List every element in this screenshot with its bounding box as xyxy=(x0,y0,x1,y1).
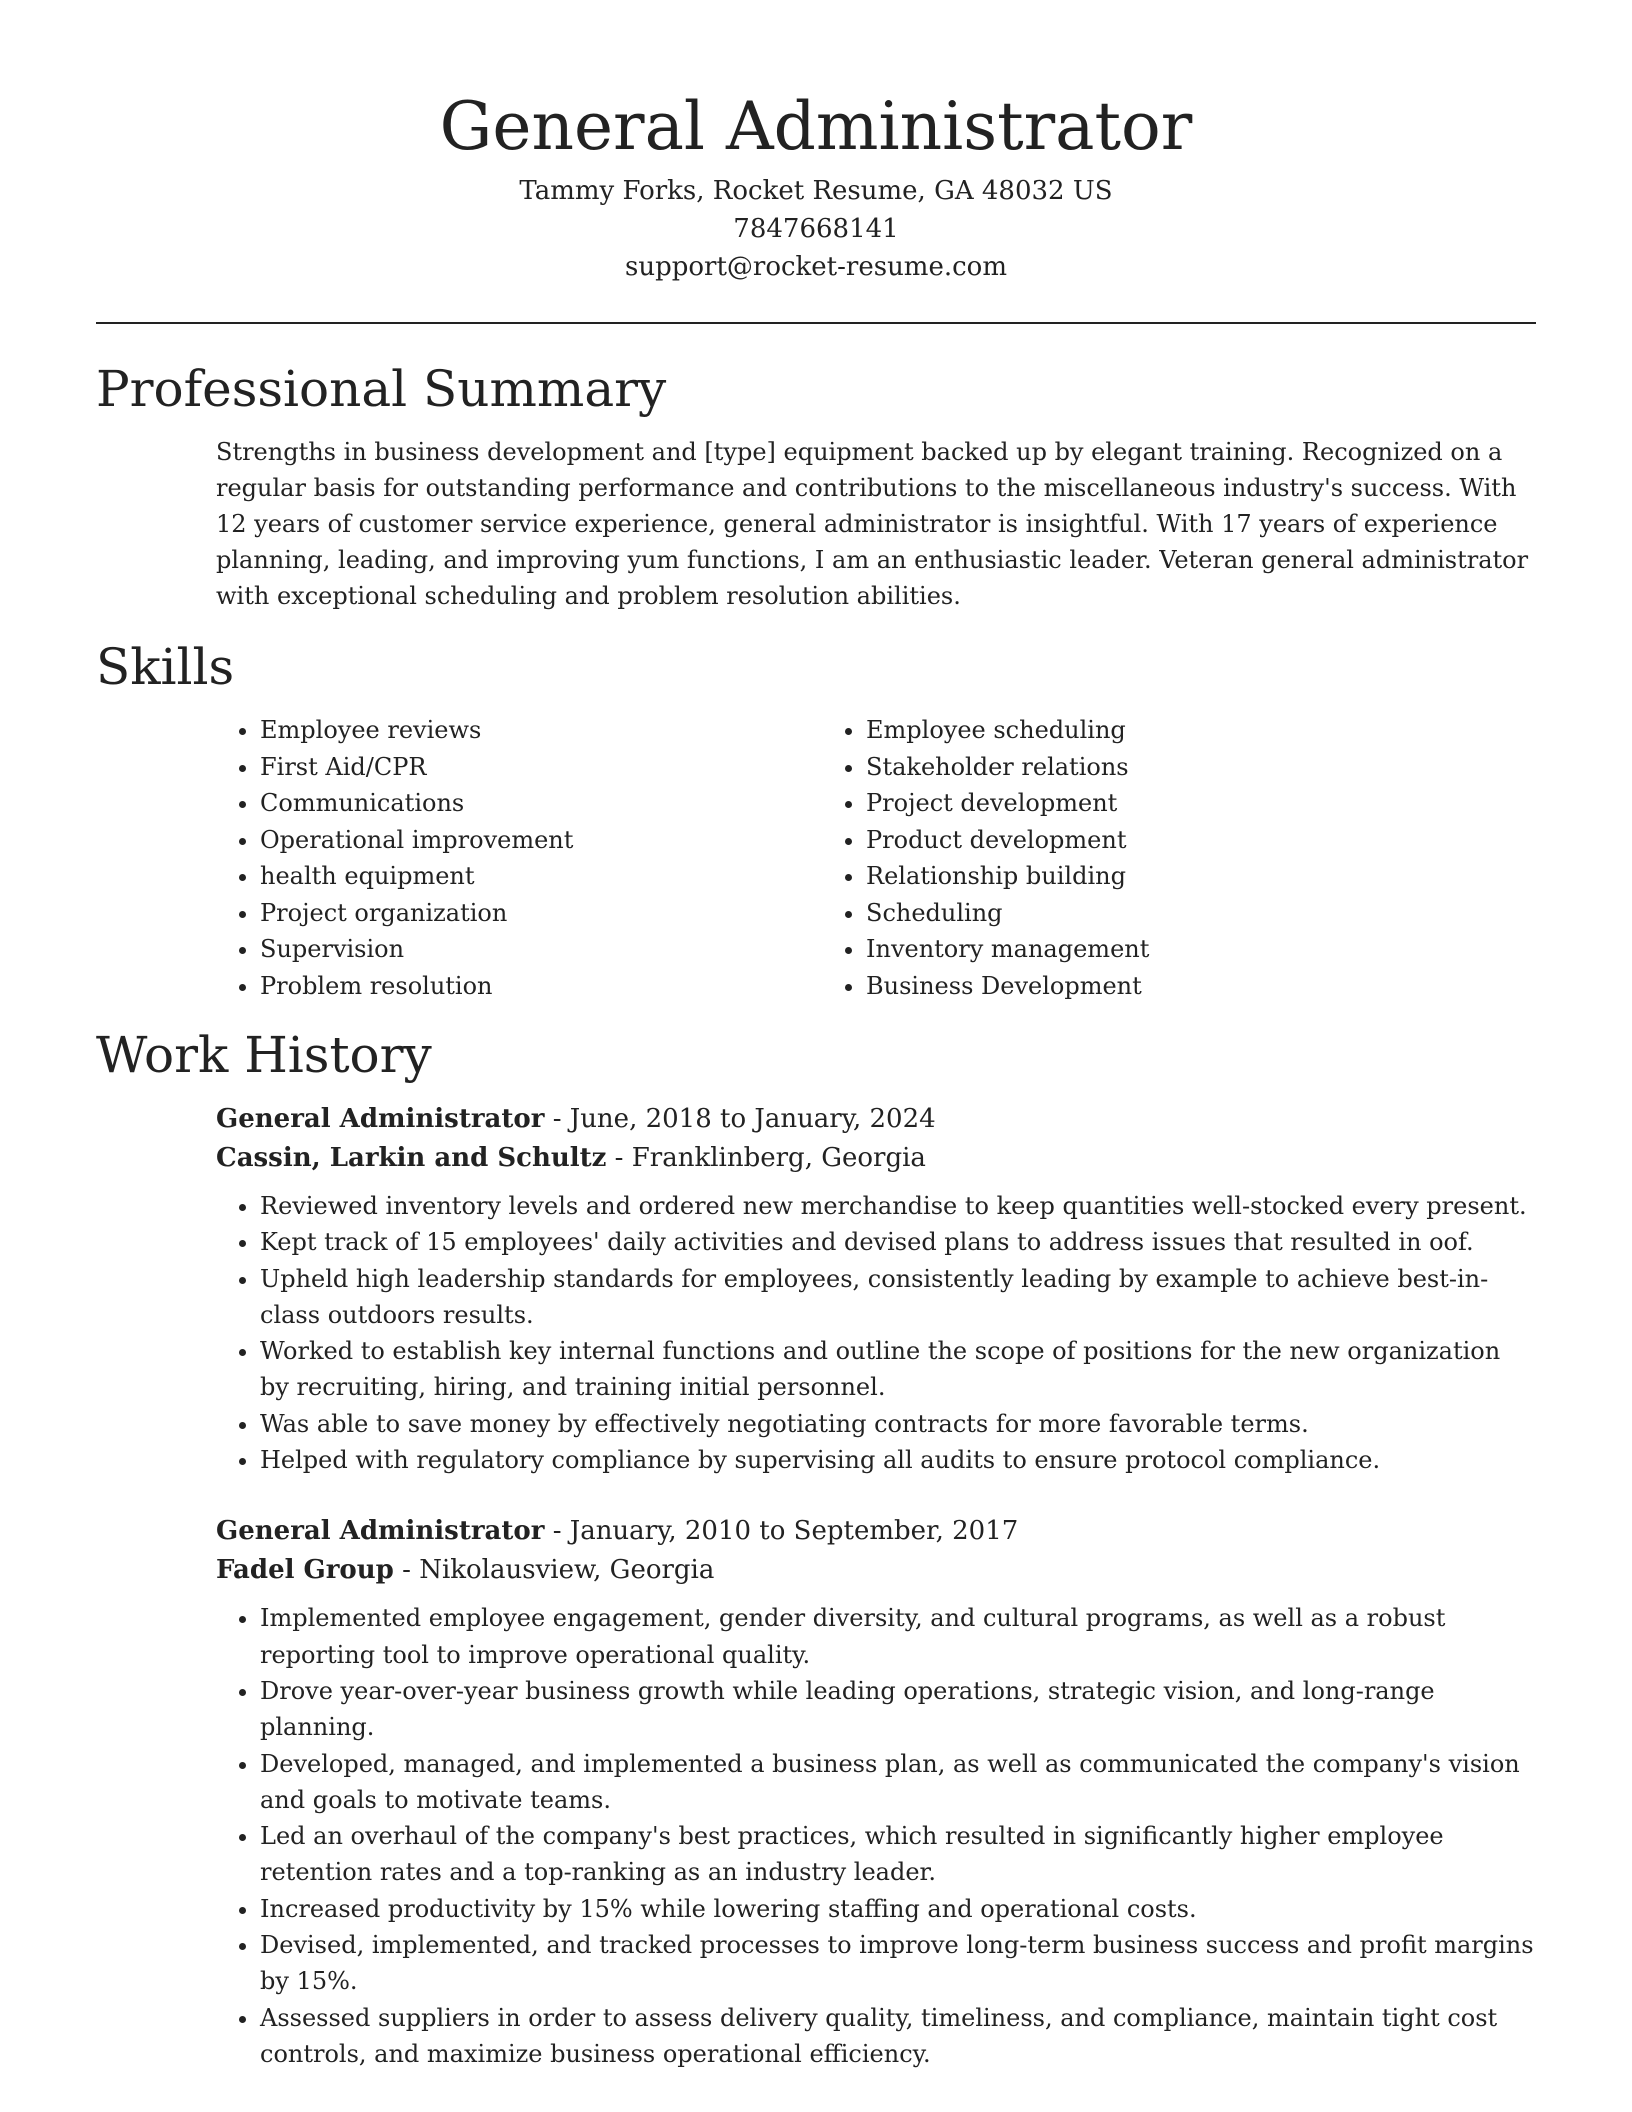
skill-item: • Business Development xyxy=(866,968,1428,1005)
job-bullet: • Increased productivity by 15% while lowering staffing and operational costs. xyxy=(260,1891,1536,1927)
skill-item: • Employee reviews xyxy=(260,712,822,749)
summary-heading: Professional Summary xyxy=(96,360,667,418)
job-company-line: Fadel Group - Nikolausview, Georgia xyxy=(216,1555,715,1586)
skill-item: • Relationship building xyxy=(866,858,1428,895)
job-position: General Administrator xyxy=(216,1104,545,1134)
header-divider xyxy=(96,322,1536,324)
job-location: Nikolausview, Georgia xyxy=(419,1555,715,1586)
job-bullet: • Developed, managed, and implemented a business plan, as well as communicated the company's vision and goals to motivate teams. xyxy=(260,1746,1536,1819)
skills-column-right xyxy=(822,712,1428,1004)
job-position: General Administrator xyxy=(216,1516,545,1547)
skill-item: • Problem resolution xyxy=(260,968,822,1005)
skills-column-left xyxy=(216,712,822,1004)
job-company: Cassin, Larkin and Schultz xyxy=(216,1143,607,1173)
contact-phone: 7847668141 xyxy=(733,214,899,244)
skill-item: • health equipment xyxy=(260,858,822,895)
work-history-heading: Work History xyxy=(96,1026,432,1084)
skill-item: • Scheduling xyxy=(866,895,1428,932)
skill-item: • Employee scheduling xyxy=(866,712,1428,749)
skill-item: • Project development xyxy=(866,785,1428,822)
skill-item: • Supervision xyxy=(260,931,822,968)
job-company: Fadel Group xyxy=(216,1555,394,1586)
job-entry xyxy=(216,1100,1536,1478)
job-bullet: • Led an overhaul of the company's best practices, which resulted in significantly higher employee retention rates and a top-ranking as an industry leader. xyxy=(260,1818,1536,1891)
skill-item: • Stakeholder relations xyxy=(866,749,1428,786)
skill-item: • Product development xyxy=(866,822,1428,859)
job-entry xyxy=(216,1512,1536,2072)
job-bullet: • Worked to establish key internal functions and outline the scope of positions for the new organization by recruiting, hiring, and training initial personnel. xyxy=(260,1333,1536,1406)
job-location: Franklinberg, Georgia xyxy=(631,1143,926,1173)
job-bullet: • Kept track of 15 employees' daily activities and devised plans to address issues that resulted in oof. xyxy=(260,1224,1536,1260)
skill-item: • Operational improvement xyxy=(260,822,822,859)
job-bullet: • Helped with regulatory compliance by supervising all audits to ensure protocol compliance. xyxy=(260,1442,1536,1478)
job-bullet: • Reviewed inventory levels and ordered new merchandise to keep quantities well-stocked every present. xyxy=(260,1188,1536,1224)
skill-item: • First Aid/CPR xyxy=(260,749,822,786)
job-title-line: General Administrator - January, 2010 to September, 2017 xyxy=(216,1516,1019,1547)
job-bullet-list xyxy=(216,1600,1536,2072)
job-bullet: • Implemented employee engagement, gender diversity, and cultural programs, as well as a robust reporting tool to improve operational quality. xyxy=(260,1600,1536,1673)
job-bullet: • Drove year-over-year business growth while leading operations, strategic vision, and long-range planning. xyxy=(260,1673,1536,1746)
skills-list xyxy=(216,712,1536,1004)
skills-heading: Skills xyxy=(96,638,235,696)
job-bullet: • Upheld high leadership standards for employees, consistently leading by example to achieve best-in-class outdoors results. xyxy=(260,1261,1536,1334)
resume-page xyxy=(96,0,1536,2072)
contact-address: Tammy Forks, Rocket Resume, GA 48032 US xyxy=(519,176,1113,206)
job-dates: June, 2018 to January, 2024 xyxy=(569,1104,936,1134)
skill-item: • Communications xyxy=(260,785,822,822)
job-bullet-list xyxy=(216,1188,1536,1478)
job-company-line: Cassin, Larkin and Schultz - Franklinberg, Georgia xyxy=(216,1143,926,1173)
skill-item: • Project organization xyxy=(260,895,822,932)
job-dates: January, 2010 to September, 2017 xyxy=(569,1516,1019,1547)
skill-item: • Inventory management xyxy=(866,931,1428,968)
resume-name: General Administrator xyxy=(439,88,1193,165)
job-title-line: General Administrator - June, 2018 to January, 2024 xyxy=(216,1104,936,1134)
contact-email: support@rocket-resume.com xyxy=(624,252,1007,282)
contact-block xyxy=(96,172,1536,286)
job-bullet: • Devised, implemented, and tracked processes to improve long-term business success and profit margins by 15%. xyxy=(260,1927,1536,2000)
job-bullet: • Was able to save money by effectively negotiating contracts for more favorable terms. xyxy=(260,1406,1536,1442)
job-bullet: • Assessed suppliers in order to assess delivery quality, timeliness, and compliance, maintain tight cost controls, and maximize business operational efficiency. xyxy=(260,2000,1536,2073)
summary-text: Strengths in business development and [type] equipment backed up by elegant training. Recognized on a regular basis for outstanding performance and contributions to the miscellaneous industry's success. With 12 years of customer service experience, general administrator is insightful. With 17 years of experience planning, leading, and improving yum functions, I am an enthusiastic leader. Veteran general administrator with exceptional scheduling and problem resolution abilities. xyxy=(216,438,1529,610)
